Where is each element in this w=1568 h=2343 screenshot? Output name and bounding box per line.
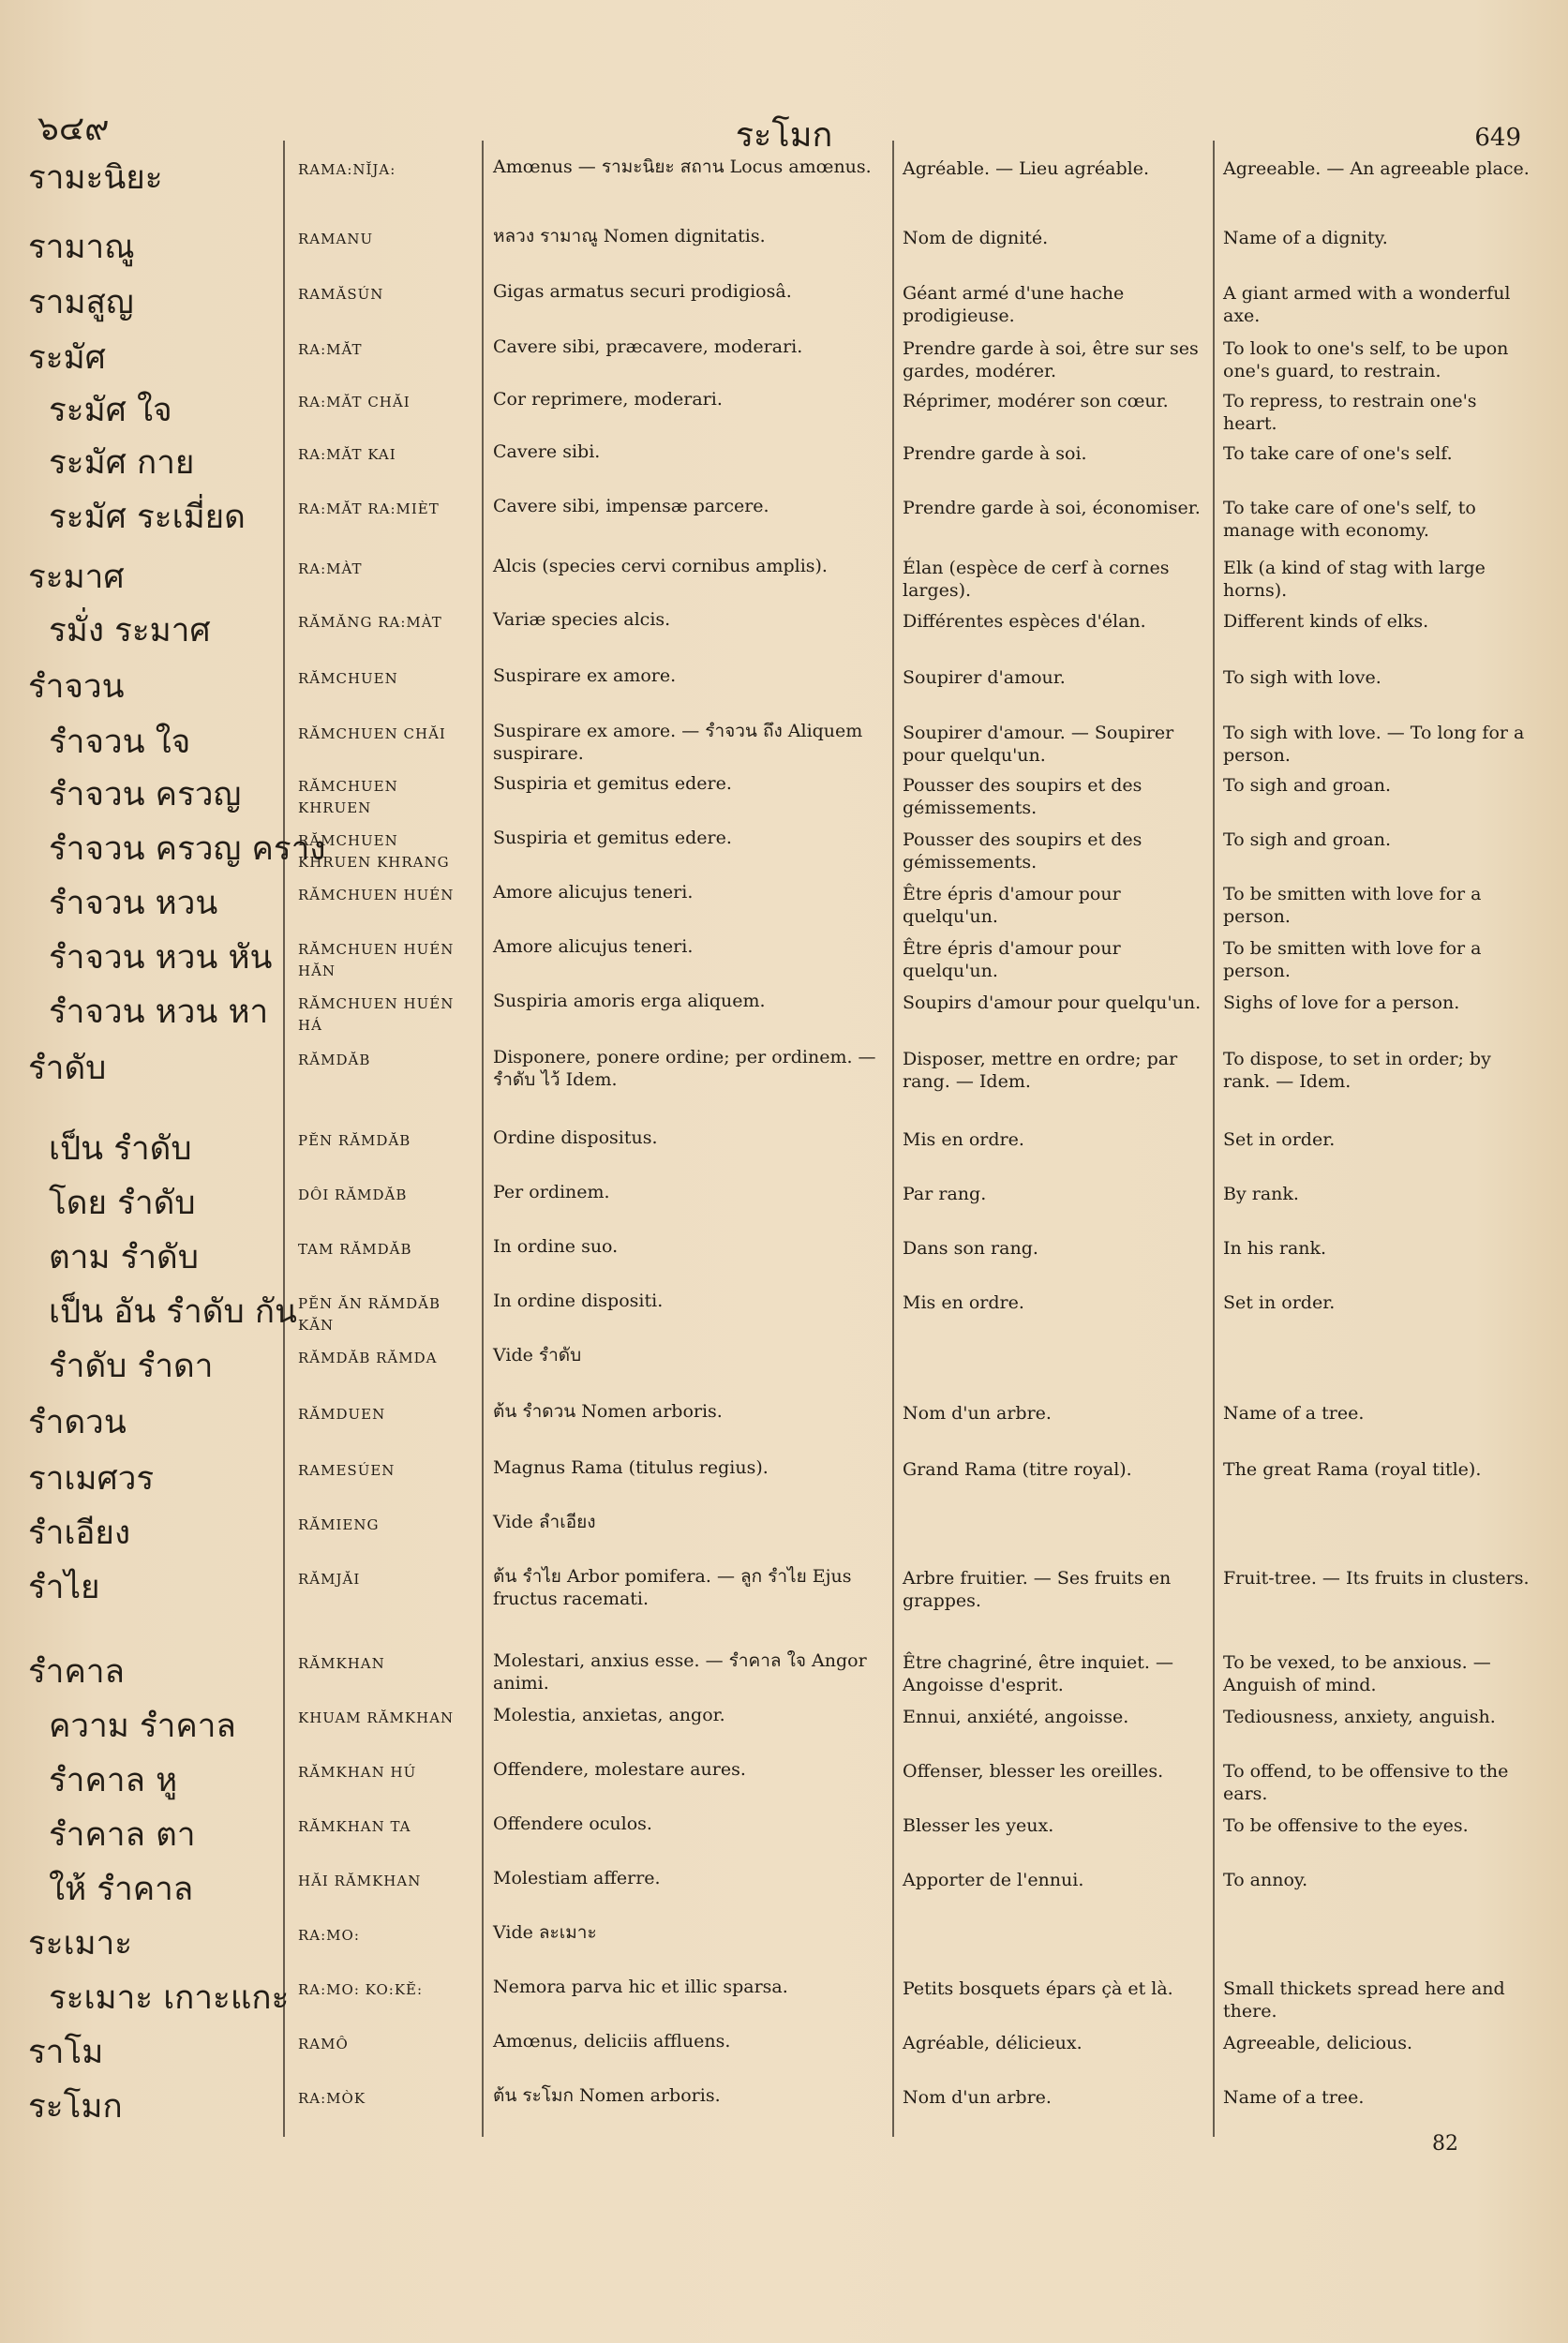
definition-english: Name of a tree. [1223, 2087, 1365, 2108]
definition-latin: Cavere sibi, præcavere, moderari. [493, 336, 803, 357]
headword-thai: ความ รำคาล [49, 1708, 236, 1745]
definition-french: Soupirer d'amour. [903, 667, 1066, 688]
page-number: 649 [1474, 124, 1521, 152]
definition-french: Soupirer d'amour. — Soupirer pour quelqu'un. [903, 723, 1174, 766]
definition-english: To be smitten with love for a person. [1223, 884, 1482, 927]
definition-english: Elk (a kind of stag with large horns). [1223, 558, 1486, 601]
headword-romanization: PĔN ĂN RĂMDĂB KĂN [298, 1295, 441, 1334]
definition-latin: Amore alicujus teneri. [493, 936, 694, 957]
definition-latin: Vide รำดับ [493, 1345, 582, 1366]
headword-thai: รำไย [28, 1569, 100, 1606]
definition-french: Réprimer, modérer son cœur. [903, 391, 1169, 411]
running-head: ระโมก [735, 116, 833, 155]
definition-latin: Suspiria et gemitus edere. [493, 828, 732, 848]
headword-thai: รมั่ง ระมาศ [49, 612, 211, 649]
definition-english: To dispose, to set in order; by rank. — Idem. [1223, 1049, 1491, 1092]
definition-latin: Suspiria et gemitus edere. [493, 773, 732, 794]
definition-english: Tediousness, anxiety, anguish. [1223, 1707, 1496, 1727]
definition-latin: Cor reprimere, moderari. [493, 389, 723, 410]
definition-latin: หลวง รามาณู Nomen dignitatis. [493, 226, 766, 246]
definition-french: Être épris d'amour pour quelqu'un. [903, 938, 1121, 981]
headword-romanization: RAMESÚEN [298, 1462, 396, 1479]
headword-romanization: RĂMCHUEN KHRUEN KHRANG [298, 832, 450, 871]
signature-mark: 82 [1432, 2132, 1458, 2156]
definition-english: To sigh and groan. [1223, 829, 1391, 850]
headword-romanization: RAMÔ [298, 2036, 349, 2052]
definition-french: Prendre garde à soi, économiser. [903, 498, 1201, 518]
headword-thai: ระโมก [28, 2088, 123, 2126]
definition-french: Apporter de l'ennui. [903, 1870, 1084, 1890]
headword-romanization: RĂMCHUEN [298, 670, 398, 687]
definition-latin: Cavere sibi. [493, 441, 601, 462]
definition-latin: Suspirare ex amore. [493, 665, 677, 686]
column-rule [892, 141, 894, 2137]
headword-thai: ราโม [28, 2034, 104, 2071]
definition-latin: In ordine dispositi. [493, 1291, 664, 1311]
definition-latin: Amœnus, deliciis affluens. [493, 2031, 731, 2052]
headword-thai: ระเมาะ [28, 1925, 133, 1962]
headword-romanization: RA:MĂT [298, 341, 363, 358]
definition-english: To be vexed, to be anxious. — Anguish of mind. [1223, 1652, 1491, 1695]
definition-english: By rank. [1223, 1184, 1299, 1204]
headword-romanization: RĂMCHUEN KHRUEN [298, 778, 398, 816]
headword-thai: รำจวน หวน หัน [49, 939, 273, 977]
headword-romanization: RAMA:NĬJA: [298, 161, 396, 178]
definition-english: In his rank. [1223, 1238, 1327, 1259]
headword-romanization: RA:MĂT KAI [298, 446, 396, 463]
definition-english: To be smitten with love for a person. [1223, 938, 1482, 981]
headword-thai: โดย รำดับ [49, 1185, 196, 1222]
definition-latin: Offendere oculos. [493, 1813, 652, 1834]
definition-latin: Offendere, molestare aures. [493, 1759, 746, 1780]
definition-latin: Vide ละเมาะ [493, 1922, 597, 1943]
definition-french: Mis en ordre. [903, 1129, 1024, 1150]
headword-romanization: RĂMJĂI [298, 1571, 361, 1588]
definition-english: To offend, to be offensive to the ears. [1223, 1761, 1509, 1804]
definition-french: Nom d'un arbre. [903, 1403, 1052, 1424]
definition-latin: Molestari, anxius esse. — รำคาล ใจ Angor animi. [493, 1650, 867, 1694]
definition-latin: Gigas armatus securi prodigiosâ. [493, 281, 792, 302]
definition-english: A giant armed with a wonderful axe. [1223, 283, 1511, 326]
definition-english: Agreeable. — An agreeable place. [1223, 158, 1530, 179]
definition-french: Agréable, délicieux. [903, 2033, 1083, 2053]
definition-latin: Molestia, anxietas, angor. [493, 1705, 725, 1725]
definition-french: Blesser les yeux. [903, 1815, 1054, 1836]
headword-romanization: RA:MÒK [298, 2090, 366, 2107]
headword-romanization: RĂMCHUEN HUÉN [298, 887, 455, 903]
definition-latin: Disponere, ponere ordine; per ordinem. — รำดับ ไว้ Idem. [493, 1047, 876, 1090]
column-rule [1213, 141, 1215, 2137]
headword-romanization: RĂMKHAN [298, 1655, 385, 1672]
definition-latin: Vide ลำเอียง [493, 1512, 596, 1532]
definition-french: Prendre garde à soi, être sur ses gardes, modérer. [903, 338, 1199, 381]
headword-thai: ระมัศ กาย [49, 444, 195, 482]
headword-romanization: HĂI RĂMKHAN [298, 1873, 422, 1889]
definition-english: Set in order. [1223, 1292, 1336, 1313]
definition-english: To look to one's self, to be upon one's guard, to restrain. [1223, 338, 1509, 381]
headword-thai: ระมัศ [28, 339, 106, 377]
definition-french: Être chagriné, être inquiet. — Angoisse d'esprit. [903, 1652, 1173, 1695]
headword-romanization: KHUAM RĂMKHAN [298, 1709, 455, 1726]
headword-thai: ระมัศ ระเมี่ยด [49, 499, 246, 536]
definition-french: Offenser, blesser les oreilles. [903, 1761, 1164, 1782]
definition-english: To sigh with love. [1223, 667, 1381, 688]
definition-latin: In ordine suo. [493, 1236, 619, 1257]
definition-english: Name of a dignity. [1223, 228, 1388, 248]
definition-latin: Amœnus — รามะนิยะ สถาน Locus amœnus. [493, 157, 872, 177]
headword-thai: ตาม รำดับ [49, 1239, 199, 1276]
headword-thai: รำจวน [28, 668, 125, 706]
definition-english: The great Rama (royal title). [1223, 1459, 1482, 1480]
headword-thai: ราเมศวร [28, 1460, 155, 1498]
definition-english: Agreeable, delicious. [1223, 2033, 1413, 2053]
definition-french: Disposer, mettre en ordre; par rang. — Idem. [903, 1049, 1178, 1092]
definition-english: Small thickets spread here and there. [1223, 1978, 1505, 2022]
definition-latin: Variæ species alcis. [493, 609, 671, 630]
headword-romanization: TAM RĂMDĂB [298, 1241, 412, 1258]
definition-english: To be offensive to the eyes. [1223, 1815, 1469, 1836]
headword-romanization: DÔI RĂMDĂB [298, 1186, 408, 1203]
headword-thai: ระเมาะ เกาะแกะ [49, 1979, 290, 2017]
headword-thai: รำจวน หวน หา [49, 993, 269, 1031]
headword-thai: รำดับ [28, 1050, 107, 1087]
headword-romanization: RĂMDUEN [298, 1406, 386, 1423]
definition-english: Set in order. [1223, 1129, 1336, 1150]
headword-romanization: RA:MÀT [298, 560, 363, 577]
headword-romanization: RĂMCHUEN HUÉN HĂN [298, 941, 455, 979]
definition-english: Fruit-tree. — Its fruits in clusters. [1223, 1568, 1530, 1589]
headword-romanization: RA:MO: [298, 1927, 360, 1944]
definition-french: Nom d'un arbre. [903, 2087, 1052, 2108]
headword-thai: รำดวน [28, 1404, 127, 1441]
headword-thai: รำคาล [28, 1653, 125, 1691]
headword-thai: รามาณู [28, 229, 135, 266]
headword-thai: รำคาล หู [49, 1762, 178, 1799]
headword-romanization: RĂMCHUEN HUÉN HÁ [298, 995, 455, 1034]
definition-french: Agréable. — Lieu agréable. [903, 158, 1150, 179]
headword-thai: เป็น อัน รำดับ กัน [49, 1293, 297, 1331]
definition-french: Pousser des soupirs et des gémissements. [903, 829, 1142, 873]
definition-latin: Magnus Rama (titulus regius). [493, 1457, 769, 1478]
definition-french: Mis en ordre. [903, 1292, 1024, 1313]
definition-french: Par rang. [903, 1184, 987, 1204]
headword-romanization: RA:MĂT CHĂI [298, 394, 411, 410]
definition-english: Different kinds of elks. [1223, 611, 1429, 632]
definition-french: Pousser des soupirs et des gémissements. [903, 775, 1142, 818]
definition-english: To sigh with love. — To long for a person. [1223, 723, 1525, 766]
definition-latin: ต้น รำดวน Nomen arboris. [493, 1401, 723, 1422]
column-rule [283, 141, 285, 2137]
definition-english: Name of a tree. [1223, 1403, 1365, 1424]
definition-latin: Ordine dispositus. [493, 1127, 658, 1148]
definition-english: To take care of one's self. [1223, 443, 1453, 464]
definition-english: To take care of one's self, to manage with economy. [1223, 498, 1476, 541]
headword-romanization: RĂMDĂB RĂMDA [298, 1350, 438, 1366]
headword-thai: ระมาศ [28, 559, 125, 596]
headword-romanization: RĂMKHAN TA [298, 1818, 411, 1835]
definition-french: Soupirs d'amour pour quelqu'un. [903, 992, 1202, 1013]
headword-thai: รามะนิยะ [28, 159, 163, 197]
definition-french: Dans son rang. [903, 1238, 1038, 1259]
headword-thai: รำดับ รำดา [49, 1348, 214, 1385]
headword-thai: ระมัศ ใจ [49, 392, 172, 429]
definition-french: Petits bosquets épars çà et là. [903, 1978, 1173, 1999]
headword-romanization: RĂMCHUEN CHĂI [298, 725, 446, 742]
headword-romanization: RA:MO: KO:KĔ: [298, 1981, 424, 1998]
definition-latin: ต้น ระโมก Nomen arboris. [493, 2085, 721, 2106]
headword-thai: รำคาล ตา [49, 1816, 196, 1854]
definition-french: Prendre garde à soi. [903, 443, 1087, 464]
definition-english: To repress, to restrain one's heart. [1223, 391, 1477, 434]
definition-latin: Alcis (species cervi cornibus amplis). [493, 556, 828, 576]
headword-romanization: RĂMIENG [298, 1516, 380, 1533]
headword-thai: รามสูญ [28, 284, 134, 321]
definition-french: Ennui, anxiété, angoisse. [903, 1707, 1129, 1727]
headword-romanization: RĂMKHAN HÚ [298, 1764, 417, 1781]
headword-romanization: RAMANU [298, 231, 374, 247]
headword-romanization: RAMĂSÚN [298, 286, 384, 303]
headword-thai: รำจวน ครวญ [49, 776, 242, 813]
headword-romanization: RA:MĂT RA:MIÈT [298, 500, 440, 517]
headword-romanization: RĂMDĂB [298, 1052, 371, 1068]
definition-english: To sigh and groan. [1223, 775, 1391, 796]
headword-thai: เป็น รำดับ [49, 1130, 192, 1168]
headword-thai: รำจวน ครวญ คราง [49, 830, 326, 868]
headword-romanization: PĔN RĂMDĂB [298, 1132, 411, 1149]
definition-latin: Amore alicujus teneri. [493, 882, 694, 903]
headword-romanization: RĂMĂNG RA:MÀT [298, 614, 442, 631]
headword-thai: รำจวน ใจ [49, 724, 191, 761]
definition-french: Être épris d'amour pour quelqu'un. [903, 884, 1121, 927]
definition-english: To annoy. [1223, 1870, 1308, 1890]
definition-latin: Nemora parva hic et illic sparsa. [493, 1977, 788, 1997]
definition-french: Différentes espèces d'élan. [903, 611, 1146, 632]
headword-thai: รำเอียง [28, 1515, 131, 1552]
definition-french: Nom de dignité. [903, 228, 1049, 248]
headword-thai: รำจวน หวน [49, 885, 218, 922]
definition-latin: Molestiam afferre. [493, 1868, 661, 1888]
definition-latin: Suspirare ex amore. — รำจวน ถึง Aliquem suspirare. [493, 721, 863, 764]
thai-page-number: ๖๔๙ [37, 110, 110, 148]
definition-french: Grand Rama (titre royal). [903, 1459, 1132, 1480]
column-rule [482, 141, 484, 2137]
definition-latin: Cavere sibi, impensæ parcere. [493, 496, 769, 516]
definition-english: Sighs of love for a person. [1223, 992, 1460, 1013]
headword-thai: ให้ รำคาล [49, 1871, 194, 1908]
definition-french: Géant armé d'une hache prodigieuse. [903, 283, 1125, 326]
definition-latin: Suspiria amoris erga aliquem. [493, 991, 766, 1011]
definition-latin: Per ordinem. [493, 1182, 610, 1202]
definition-french: Élan (espèce de cerf à cornes larges). [903, 558, 1170, 601]
definition-french: Arbre fruitier. — Ses fruits en grappes. [903, 1568, 1172, 1611]
definition-latin: ต้น รำไย Arbor pomifera. — ลูก รำไย Ejus fructus racemati. [493, 1566, 852, 1609]
